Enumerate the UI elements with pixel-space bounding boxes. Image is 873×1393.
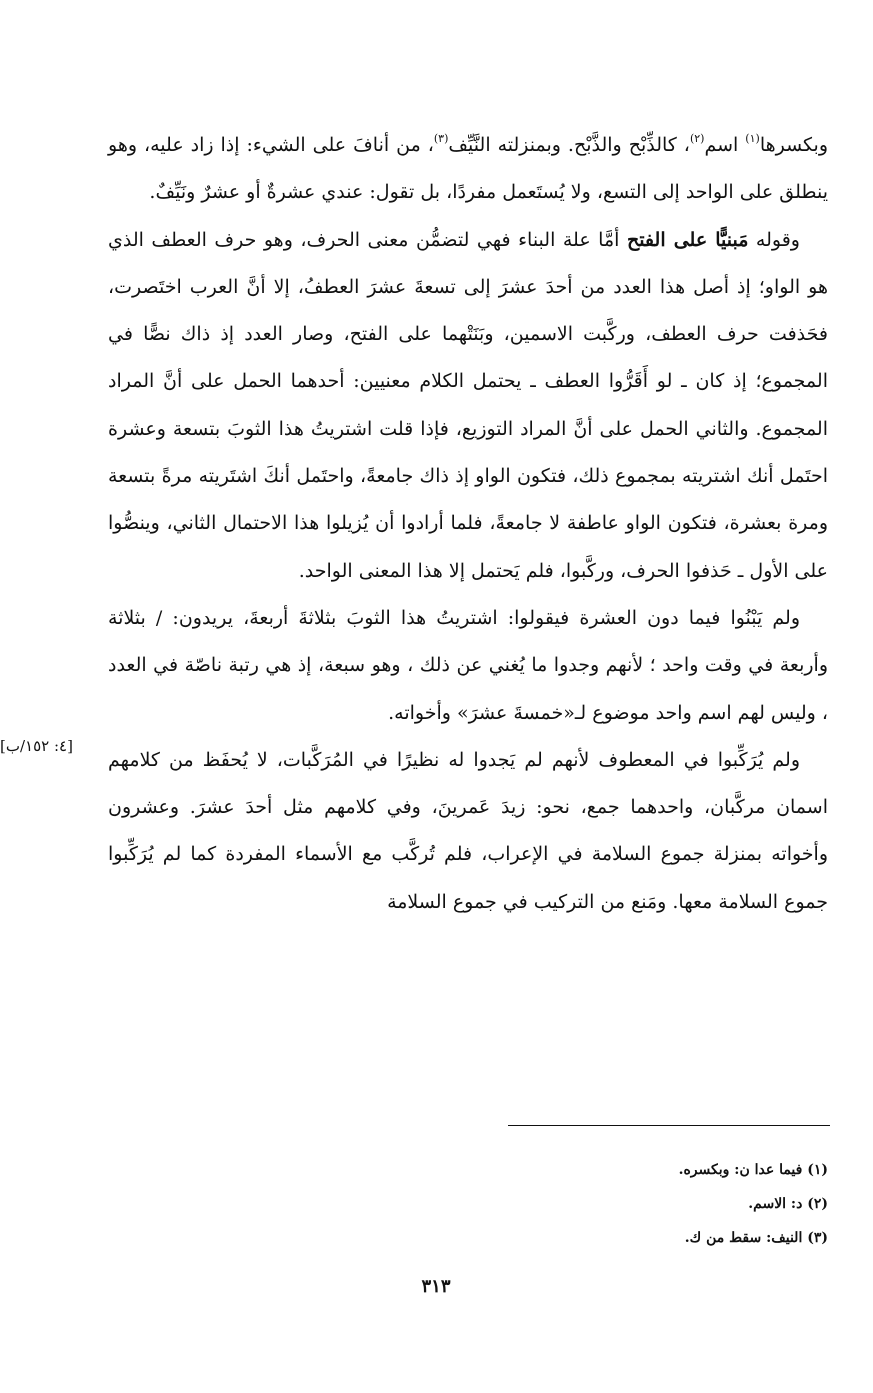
footnote-ref-3[interactable]: (٣) (433, 132, 449, 145)
footnote-2: (٢) د: الاسم. (748, 1196, 828, 1212)
text-run: وقوله (748, 228, 800, 251)
paragraph-4 (108, 737, 828, 926)
page-number: ٣١٣ (421, 1276, 451, 1297)
footnote-ref-1[interactable]: (١) (745, 132, 760, 145)
paragraph-3 (108, 595, 828, 737)
text-run: اسم (704, 134, 746, 156)
footnote-divider (508, 1125, 830, 1126)
text-run: ، كالذِّبْح والذَّبْح. وبمنزلته النَّيِّف (448, 134, 690, 156)
quoted-term: مَبنيًّا على الفتح (626, 228, 749, 251)
paragraph-1 (108, 122, 828, 217)
text-run: ولم يُرَكِّبوا في المعطوف لأنهم لم يَجدوا له نظيرًا في المُرَكَّبات، لا يُحفَظ من كلامهم اسمان مركَّبان، واحدهما جمع، نحو: زيدَ عَمرينَ، وفي كلامهم مثل أحدَ عشرَ. وعشرون وأخواته بمنزلة جموع السلامة في الإعراب، فلم تُركَّب مع الأسماء المفردة كما لم يُرَكِّبوا جموع السلامة معها. ومَنع من التركيب في جموع السلامة (108, 748, 828, 913)
footnote-1: (١) فيما عدا ن: وبكسره. (678, 1162, 828, 1178)
body-text (108, 122, 828, 926)
text-run: ، من أنافَ على الشيء: إذا زاد عليه، وهو ينطلق على الواحد إلى التسع، ولا يُستَعمل مفردًا، بل تقول: عندي عشرةٌ أو عشرٌ ونَيِّفٌ. (108, 134, 828, 204)
paragraph-2 (108, 217, 828, 595)
text-run: أمَّا علة البناء فهي لتضمُّن معنى الحرف، وهو حرف العطف الذي هو الواو؛ إذ أصل هذا العدد من أحدَ عشرَ إلى تسعةَ عشرَ العطفُ، إلا أنَّ العرب اختَصرت، فحَذفت حرف العطف، وركَّبت الاسمين، وبَنَتْهما على الفتح، وصار العدد إذ ذاك نصًّا في المجموع؛ إذ كان ـ لو أَقَرُّوا العطف ـ يحتمل الكلام معنيين: أحدهما الحمل على أنَّ المراد المجموع. والثاني الحمل على أنَّ المراد التوزيع، فإذا قلت اشتريتُ هذا الثوبَ بتسعة وعشرة احتَمل أنك اشتريته بمجموع ذلك، فتكون الواو إذ ذاك جامعةً، واحتَمل أنكَ اشتَريته مرةً بتسعة ومرة بعشرة، فتكون الواو عاطفة لا جامعةً، فلما أرادوا أن يُزيلوا هذا الاحتمال الثاني، وينصُّوا على الأول ـ حَذفوا الحرف، وركَّبوا، فلم يَحتمل إلا هذا المعنى الواحد. (108, 228, 828, 582)
footnote-3: (٣) النيف: سقط من ك. (684, 1230, 828, 1246)
text-run: ولم يَبْنُوا فيما دون العشرة فيقولوا: اشتريتُ هذا الثوبَ بثلاثةَ أربعةَ، يريدون: / بثلاثة وأربعة في وقت واحد ؛ لأنهم وجدوا ما يُغني عن ذلك ، وهو سبعة، إذ هي رتبة ناصّة في العدد ، وليس لهم اسم واحد موضوع لـ«خمسةَ عشرَ» وأخواته. (108, 606, 828, 724)
manuscript-folio-note: [٤: ١٥٢/ب] (0, 737, 73, 755)
text-run: وبكسرها (759, 134, 829, 156)
footnote-ref-2[interactable]: (٢) (689, 132, 705, 145)
footnotes (400, 1153, 828, 1255)
